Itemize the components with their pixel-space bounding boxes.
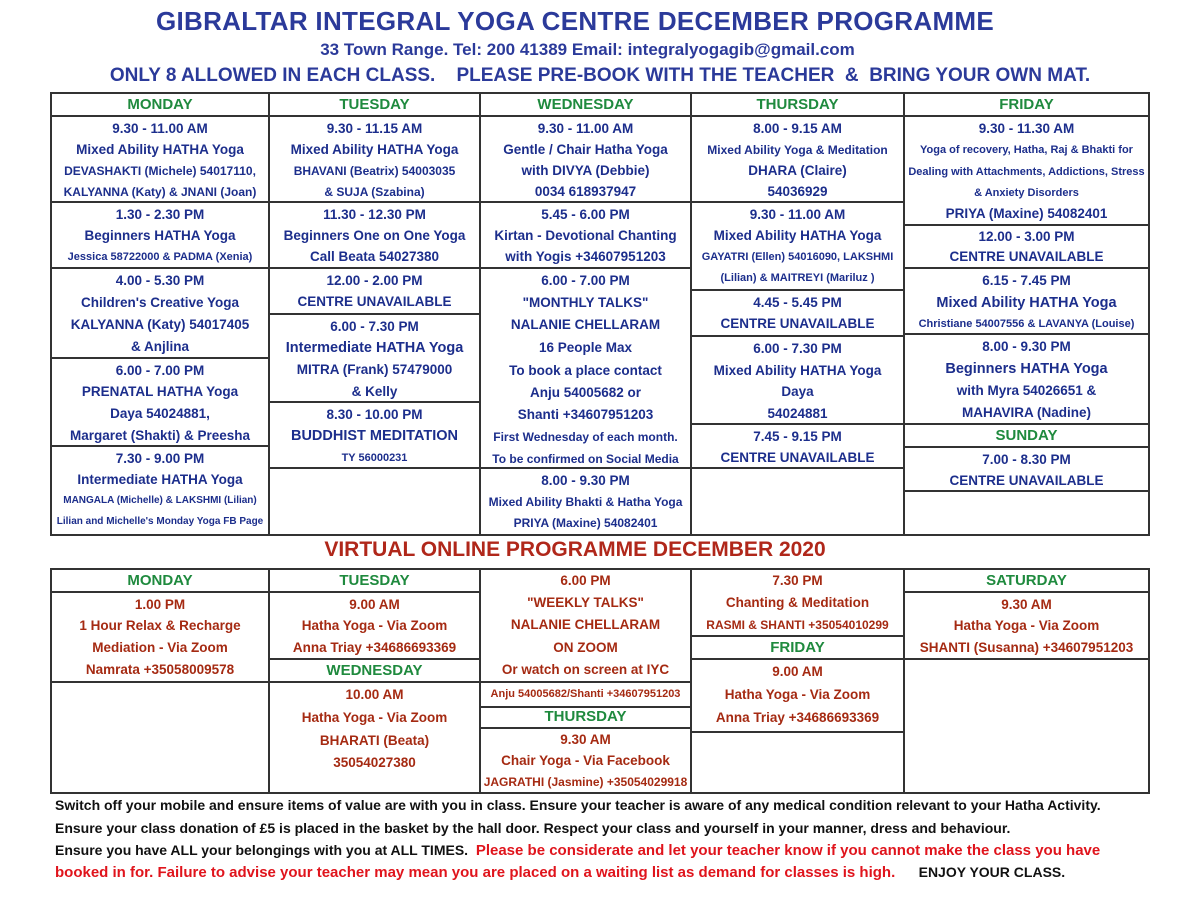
class-name: Intermediate HATHA Yoga bbox=[77, 472, 243, 487]
footer-line-2: Ensure your class donation of £5 is placed in the basket by the hall door. Respect your class and yourself in your manner, dress and behaviour. bbox=[55, 820, 1011, 836]
class-info: Shanti +34607951203 bbox=[517, 407, 654, 422]
class-teacher: 54024881 bbox=[767, 406, 828, 421]
class-slot bbox=[905, 117, 1148, 226]
class-name: CENTRE UNAVAILABLE bbox=[297, 294, 452, 309]
class-slot bbox=[692, 337, 903, 425]
session-name: Hatha Yoga - Via Zoom bbox=[953, 618, 1100, 633]
monthly-talks-slot bbox=[481, 269, 690, 469]
class-name: CENTRE UNAVAILABLE bbox=[720, 450, 875, 465]
class-teacher: Call Beata 54027380 bbox=[309, 249, 440, 264]
class-time: 6.00 - 7.30 PM bbox=[753, 341, 842, 356]
friday-header bbox=[692, 637, 903, 660]
class-info: Dealing with Attachments, Addictions, Stress bbox=[908, 166, 1145, 178]
class-name: Beginners HATHA Yoga bbox=[945, 361, 1108, 377]
class-teacher: DHARA (Claire) bbox=[748, 163, 847, 178]
session-teacher: Anna Triay +34686693369 bbox=[292, 640, 457, 655]
class-slot bbox=[52, 203, 268, 269]
session-time: 9.30 AM bbox=[1001, 597, 1052, 612]
class-name: Yoga of recovery, Hatha, Raj & Bhakti for bbox=[920, 144, 1133, 156]
class-slot bbox=[52, 269, 268, 359]
class-name: CENTRE UNAVAILABLE bbox=[949, 473, 1104, 488]
class-teacher: MANGALA (Michelle) & LAKSHMI (Lilian) bbox=[63, 495, 257, 506]
online-monday-column bbox=[50, 568, 270, 794]
class-info: Anju 54005682 or bbox=[529, 385, 642, 400]
class-name: Mixed Ability HATHA Yoga bbox=[713, 363, 882, 378]
monday-column bbox=[50, 92, 270, 536]
online-section-title: VIRTUAL ONLINE PROGRAMME DECEMBER 2020 bbox=[324, 538, 826, 561]
class-teacher: Daya 54024881, bbox=[110, 406, 210, 421]
class-teacher: Margaret (Shakti) & Preesha bbox=[69, 428, 251, 443]
session-teacher: SHANTI (Susanna) +34607951203 bbox=[919, 640, 1134, 655]
session-name: Mediation - Via Zoom bbox=[92, 640, 228, 655]
class-time: 7.00 - 8.30 PM bbox=[982, 452, 1071, 467]
booking-notice: ONLY 8 ALLOWED IN EACH CLASS. PLEASE PRE-BOOK WITH THE TEACHER & BRING YOUR OWN MAT. bbox=[109, 65, 1091, 86]
class-time: 9.30 - 11.30 AM bbox=[978, 121, 1075, 136]
class-name: Mixed Ability HATHA Yoga bbox=[713, 228, 882, 243]
class-name: Beginners One on One Yoga bbox=[283, 228, 466, 243]
class-slot bbox=[270, 269, 479, 315]
class-slot bbox=[481, 203, 690, 269]
class-teacher: PRIYA (Maxine) 54082401 bbox=[945, 206, 1108, 221]
footer-warning: booked in for. Failure to advise your teacher may mean you are placed on a waiting list as demand for classes is high. bbox=[55, 864, 896, 881]
class-time: 8.30 - 10.00 PM bbox=[326, 407, 423, 422]
class-time: 8.00 - 9.15 AM bbox=[753, 121, 842, 136]
class-slot bbox=[905, 269, 1148, 335]
day-label: FRIDAY bbox=[770, 639, 825, 656]
class-teacher: MITRA (Frank) 57479000 bbox=[296, 362, 453, 377]
class-name: CENTRE UNAVAILABLE bbox=[949, 249, 1104, 264]
day-label: TUESDAY bbox=[339, 96, 410, 113]
class-name: Intermediate HATHA Yoga bbox=[285, 340, 464, 356]
class-time: 5.45 - 6.00 PM bbox=[541, 207, 630, 222]
class-time: 7.45 - 9.15 PM bbox=[753, 429, 842, 444]
class-info: First Wednesday of each month. bbox=[493, 430, 678, 444]
class-name: Gentle / Chair Hatha Yoga bbox=[503, 142, 668, 157]
class-time: 8.00 - 9.30 PM bbox=[541, 473, 630, 488]
online-saturday-column bbox=[903, 568, 1150, 794]
footer-warning: Please be considerate and let your teacher know if you cannot make the class you have bbox=[475, 842, 1101, 859]
class-teacher: KALYANNA (Katy) 54017405 bbox=[70, 317, 250, 332]
class-teacher: & SUJA (Szabina) bbox=[324, 185, 425, 199]
wednesday-column bbox=[479, 92, 692, 536]
class-teacher: BHAVANI (Beatrix) 54003035 bbox=[293, 164, 456, 178]
session-name: Hatha Yoga - Via Zoom bbox=[724, 687, 871, 702]
class-info: To book a place contact bbox=[509, 363, 662, 378]
online-timetable bbox=[50, 568, 1150, 794]
online-thursday-column bbox=[690, 568, 905, 794]
session-teacher: Anna Triay +34686693369 bbox=[715, 710, 880, 725]
class-teacher: DEVASHAKTI (Michele) 54017110, bbox=[64, 164, 256, 178]
day-label: WEDNESDAY bbox=[537, 96, 634, 113]
class-name: Kirtan - Devotional Chanting bbox=[494, 228, 677, 243]
session-teacher: Namrata +35058009578 bbox=[85, 662, 235, 677]
class-teacher: MAHAVIRA (Nadine) bbox=[962, 405, 1091, 420]
class-teacher: Daya bbox=[781, 384, 814, 399]
thursday-header bbox=[692, 94, 903, 117]
online-slot bbox=[692, 660, 903, 733]
friday-header bbox=[905, 94, 1148, 117]
class-teacher: & Anjlina bbox=[130, 339, 189, 354]
monday-header bbox=[52, 94, 268, 117]
tuesday-header bbox=[270, 570, 479, 593]
session-time: 9.00 AM bbox=[772, 664, 823, 679]
class-time: 8.00 - 9.30 PM bbox=[982, 339, 1071, 354]
day-label: MONDAY bbox=[127, 572, 193, 589]
session-name: Hatha Yoga - Via Zoom bbox=[301, 618, 448, 633]
wednesday-header bbox=[270, 660, 479, 683]
class-slot bbox=[270, 203, 479, 269]
class-slot bbox=[905, 335, 1148, 425]
session-teacher: RASMI & SHANTI +35054010299 bbox=[706, 618, 889, 632]
class-teacher: PRIYA (Maxine) 54082401 bbox=[513, 516, 658, 530]
session-name: Chair Yoga - Via Facebook bbox=[501, 753, 670, 768]
saturday-header bbox=[905, 570, 1148, 593]
session-name: "WEEKLY TALKS" bbox=[527, 595, 644, 610]
session-time: 9.00 AM bbox=[349, 597, 400, 612]
class-name: Mixed Ability HATHA Yoga bbox=[76, 142, 244, 157]
session-name: Hatha Yoga - Via Zoom bbox=[301, 710, 448, 725]
tuesday-column bbox=[268, 92, 481, 536]
session-time: 6.00 PM bbox=[560, 573, 611, 588]
day-label: SUNDAY bbox=[995, 427, 1058, 444]
class-time: 4.00 - 5.30 PM bbox=[115, 273, 205, 288]
class-teacher: Lilian and Michelle's Monday Yoga FB Page bbox=[56, 516, 264, 527]
class-teacher: Jessica 58722000 & PADMA (Xenia) bbox=[67, 251, 253, 263]
class-teacher: Christiane 54007556 & LAVANYA (Louise) bbox=[918, 318, 1135, 330]
class-slot bbox=[692, 425, 903, 469]
class-info: & Anxiety Disorders bbox=[974, 187, 1079, 199]
class-slot bbox=[270, 315, 479, 403]
online-slot bbox=[52, 593, 268, 683]
session-teacher: NALANIE CHELLARAM bbox=[510, 617, 661, 632]
session-contact: Anju 54005682/Shanti +34607951203 bbox=[490, 688, 681, 700]
class-slot bbox=[692, 291, 903, 337]
session-teacher: JAGRATHI (Jasmine) +35054029918 bbox=[483, 775, 688, 789]
class-time: 12.00 - 2.00 PM bbox=[326, 273, 423, 288]
class-time: 9.30 - 11.00 AM bbox=[537, 121, 634, 136]
class-name: Mixed Ability HATHA Yoga bbox=[290, 142, 459, 157]
monday-header bbox=[52, 570, 268, 593]
class-slot bbox=[905, 448, 1148, 492]
tuesday-header bbox=[270, 94, 479, 117]
session-time: 10.00 AM bbox=[345, 687, 404, 702]
class-slot bbox=[270, 403, 479, 469]
page-title: GIBRALTAR INTEGRAL YOGA CENTRE DECEMBER PROGRAMME bbox=[155, 6, 995, 36]
class-name: Beginners HATHA Yoga bbox=[84, 228, 236, 243]
class-time: 9.30 - 11.00 AM bbox=[112, 121, 208, 136]
sunday-header bbox=[905, 425, 1148, 448]
day-label: TUESDAY bbox=[339, 572, 410, 589]
session-name: 1 Hour Relax & Recharge bbox=[79, 618, 241, 633]
online-tuesday-column bbox=[268, 568, 481, 794]
class-slot bbox=[905, 226, 1148, 269]
class-name: Mixed Ability Bhakti & Hatha Yoga bbox=[488, 495, 683, 509]
session-time: 1.00 PM bbox=[134, 597, 186, 612]
class-time: 6.00 - 7.30 PM bbox=[330, 319, 419, 334]
class-slot bbox=[52, 447, 268, 534]
class-name: BUDDHIST MEDITATION bbox=[290, 428, 458, 444]
class-time: 9.30 - 11.00 AM bbox=[749, 207, 846, 222]
class-time: 9.30 - 11.15 AM bbox=[326, 121, 423, 136]
online-slot bbox=[270, 593, 479, 660]
weekly-talks-slot bbox=[481, 570, 690, 683]
online-slot bbox=[270, 683, 479, 792]
class-name: PRENATAL HATHA Yoga bbox=[81, 384, 239, 399]
class-teacher: with DIVYA (Debbie) bbox=[521, 163, 650, 178]
class-info: 16 People Max bbox=[538, 340, 633, 355]
class-slot bbox=[52, 117, 268, 203]
day-label: FRIDAY bbox=[999, 96, 1054, 113]
class-name: Mixed Ability HATHA Yoga bbox=[936, 295, 1117, 311]
footer-belongings: Ensure you have ALL your belongings with you at ALL TIMES. bbox=[55, 842, 469, 858]
footer-line-4 bbox=[55, 864, 1065, 881]
class-time: 7.30 - 9.00 PM bbox=[115, 451, 205, 466]
class-time: 12.00 - 3.00 PM bbox=[978, 229, 1075, 244]
day-label: THURSDAY bbox=[544, 708, 627, 725]
day-label: WEDNESDAY bbox=[326, 662, 423, 679]
class-time: 6.00 - 7.00 PM bbox=[541, 273, 630, 288]
footer-line-1: Switch off your mobile and ensure items of value are with you in class. Ensure your teacher is aware of any medical condition relevant to your Hatha Activity. bbox=[55, 797, 1101, 813]
class-slot bbox=[692, 203, 903, 291]
class-teacher: with Yogis +34607951203 bbox=[505, 249, 666, 264]
session-name: Chanting & Meditation bbox=[725, 595, 870, 610]
online-slot bbox=[481, 683, 690, 706]
session-teacher: 35054027380 bbox=[333, 755, 416, 770]
day-label: MONDAY bbox=[127, 96, 193, 113]
session-teacher: BHARATI (Beata) bbox=[319, 733, 430, 748]
class-teacher: NALANIE CHELLARAM bbox=[510, 317, 661, 332]
class-time: 4.45 - 5.45 PM bbox=[753, 295, 842, 310]
class-name: "MONTHLY TALKS" bbox=[522, 295, 649, 310]
session-info: ON ZOOM bbox=[553, 640, 618, 655]
class-time: 6.15 - 7.45 PM bbox=[982, 273, 1071, 288]
session-time: 7.30 PM bbox=[772, 573, 823, 588]
class-slot bbox=[52, 359, 268, 447]
class-slot bbox=[692, 117, 903, 203]
class-name: CENTRE UNAVAILABLE bbox=[720, 316, 875, 331]
class-time: 1.30 - 2.30 PM bbox=[115, 207, 205, 222]
thursday-column bbox=[690, 92, 905, 536]
session-time: 9.30 AM bbox=[560, 732, 611, 747]
class-teacher: 54036929 bbox=[767, 184, 828, 199]
class-name: Mixed Ability Yoga & Meditation bbox=[707, 143, 888, 157]
class-slot bbox=[481, 469, 690, 534]
online-slot bbox=[905, 593, 1148, 660]
class-teacher: KALYANNA (Katy) & JNANI (Joan) bbox=[63, 185, 257, 199]
wednesday-header bbox=[481, 94, 690, 117]
online-wednesday-column bbox=[479, 568, 692, 794]
class-teacher: & Kelly bbox=[351, 384, 398, 399]
day-label: THURSDAY bbox=[756, 96, 839, 113]
centre-timetable bbox=[50, 92, 1150, 536]
thursday-header bbox=[481, 706, 690, 729]
contact-line: 33 Town Range. Tel: 200 41389 Email: integralyogagib@gmail.com bbox=[320, 40, 855, 59]
class-name: Children's Creative Yoga bbox=[80, 295, 239, 310]
friday-column bbox=[903, 92, 1150, 536]
class-teacher: with Myra 54026651 & bbox=[956, 383, 1097, 398]
class-slot bbox=[270, 117, 479, 203]
class-time: 6.00 - 7.00 PM bbox=[115, 363, 205, 378]
session-info: Or watch on screen at IYC bbox=[501, 662, 670, 677]
class-teacher: GAYATRI (Ellen) 54016090, LAKSHMI bbox=[701, 251, 894, 263]
online-slot bbox=[692, 570, 903, 637]
footer-line-3 bbox=[55, 842, 1100, 859]
online-slot bbox=[481, 729, 690, 792]
day-label: SATURDAY bbox=[986, 572, 1067, 589]
class-time: 11.30 - 12.30 PM bbox=[323, 207, 426, 222]
class-teacher: 0034 618937947 bbox=[534, 184, 637, 199]
class-teacher: TY 56000231 bbox=[341, 452, 408, 464]
footer-enjoy: ENJOY YOUR CLASS. bbox=[918, 864, 1066, 880]
class-info: To be confirmed on Social Media bbox=[492, 452, 679, 466]
class-slot bbox=[481, 117, 690, 203]
class-teacher: (Lilian) & MAITREYI (Mariluz ) bbox=[720, 272, 875, 284]
